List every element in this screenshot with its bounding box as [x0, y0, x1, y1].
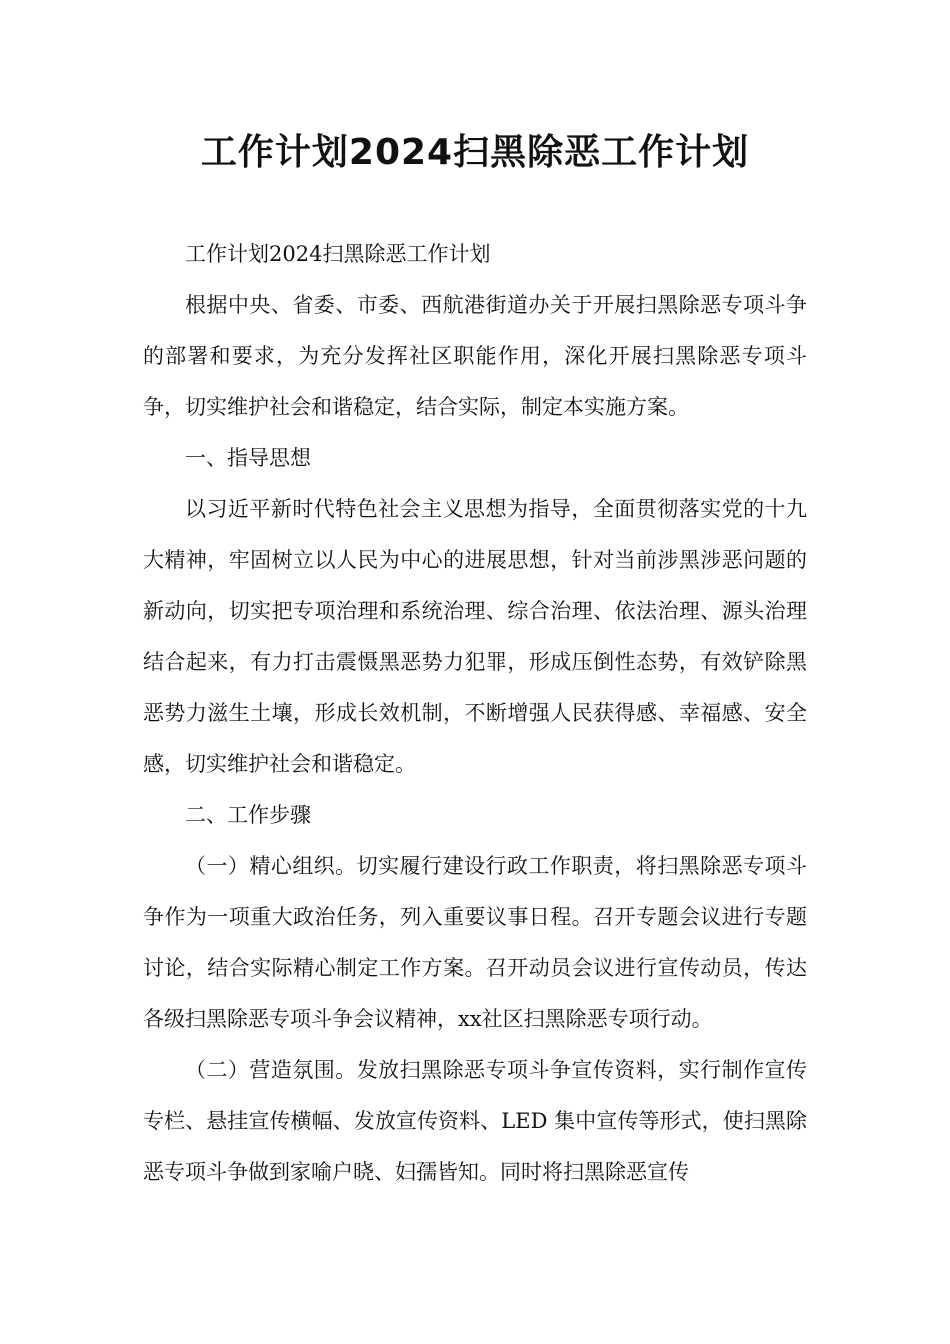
document-title: 工作计划2024扫黑除恶工作计划 — [200, 132, 750, 173]
work-step-2-paragraph: （二）营造氛围。发放扫黑除恶专项斗争宣传资料，实行制作宣传专栏、悬挂宣传横幅、发放宣传资料、LED 集中宣传等形式，使扫黑除恶专项斗争做到家喻户晓、妇孺皆知。同时将扫黑除恶宣传 — [143, 1058, 807, 1184]
guiding-ideology-paragraph: 以习近平新时代特色社会主义思想为指导，全面贯彻落实党的十九大精神，牢固树立以人民为中心的进展思想，针对当前涉黑涉恶问题的新动向，切实把专项治理和系统治理、综合治理、依法治理、源头治理结合起来，有力打击震慑黑恶势力犯罪，形成压倒性态势，有效铲除黑恶势力滋生土壤，形成长效机制，不断增强人民获得感、幸福感、安全感，切实维护社会和谐稳定。 — [143, 497, 807, 776]
document-body — [143, 229, 807, 1198]
work-step-1-paragraph: （一）精心组织。切实履行建设行政工作职责，将扫黑除恶专项斗争作为一项重大政治任务，列入重要议事日程。召开专题会议进行专题讨论，结合实际精心制定工作方案。召开动员会议进行宣传动员，传达各级扫黑除恶专项斗争会议精神，xx社区扫黑除恶专项行动。 — [143, 854, 807, 1031]
section-heading-guiding-ideology: 一、指导思想 — [185, 446, 311, 470]
intro-paragraph: 根据中央、省委、市委、西航港街道办关于开展扫黑除恶专项斗争的部署和要求，为充分发挥社区职能作用，深化开展扫黑除恶专项斗争，切实维护社会和谐稳定，结合实际，制定本实施方案。 — [143, 293, 807, 419]
document-subtitle: 工作计划2024扫黑除恶工作计划 — [185, 242, 491, 266]
section-heading-work-steps: 二、工作步骤 — [185, 803, 311, 827]
